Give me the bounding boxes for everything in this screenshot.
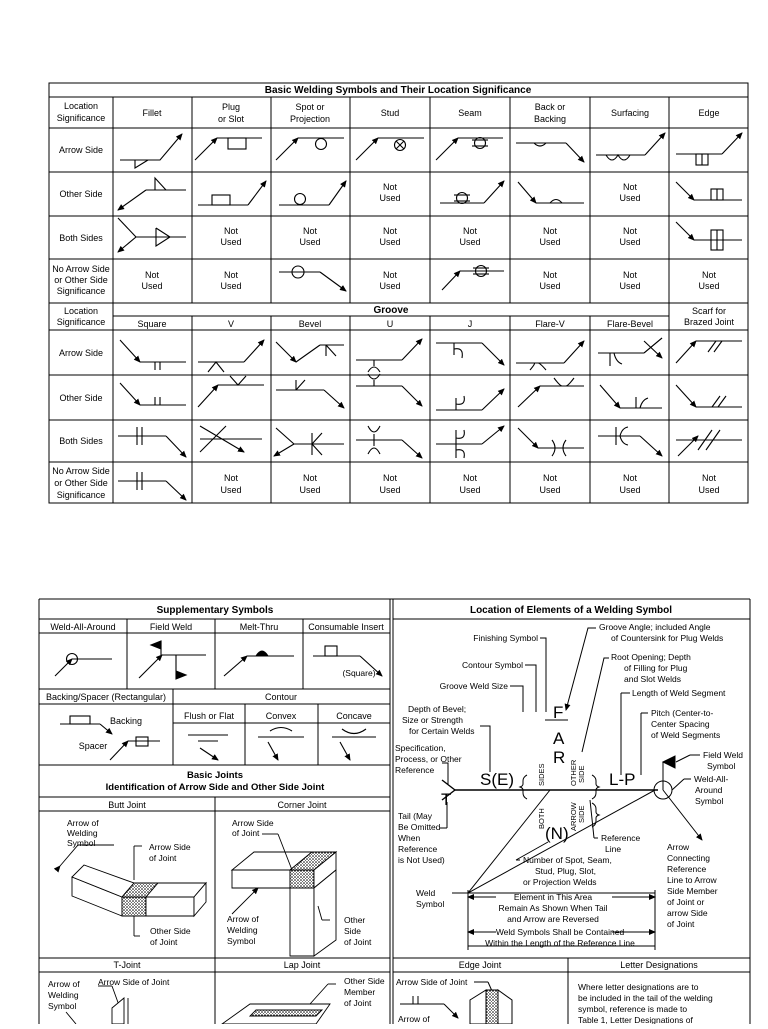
- row-label-both-sides: Both Sides: [59, 233, 103, 243]
- arrow-connecting-label: Arrow: [667, 842, 690, 852]
- side-vertical-labels: [537, 759, 586, 831]
- consumable-insert-header: Consumable Insert: [308, 622, 384, 632]
- row-label-other-side: Other Side: [59, 189, 103, 199]
- corner-other-side-label: Other: [344, 915, 366, 925]
- butt-joint-sketch: [60, 845, 206, 936]
- groove-angle-label: Groove Angle; included Angle: [599, 622, 711, 632]
- flare-v-arrow-side-symbol: [516, 341, 584, 370]
- letter-a: A: [553, 729, 565, 748]
- letter-designations-text: Where letter designations are to: [578, 982, 699, 992]
- corner-arrow-side-label: Arrow Side: [232, 818, 274, 828]
- lap-joint-sketch: [222, 984, 336, 1024]
- u-other-side-symbol: [356, 374, 422, 406]
- not-used: Not: [382, 226, 398, 236]
- side-vertical: SIDE: [577, 805, 586, 823]
- corner-other-side-label: of Joint: [344, 937, 372, 947]
- not-used: Not: [701, 473, 717, 483]
- specification-label: Process, or Other: [395, 754, 462, 764]
- contained-label: Within the Length of the Reference Line: [485, 938, 635, 948]
- reference-line-label: Reference: [601, 833, 641, 843]
- not-used: Used: [379, 485, 401, 495]
- square-no-arrow-side-symbol: [118, 472, 186, 500]
- scarf-both-sides-symbol: [676, 430, 742, 456]
- column-header-spot: Spot or: [295, 102, 325, 112]
- letter-designations-text: be included in the tail of the welding: [578, 993, 713, 1003]
- contour-symbol-label: Contour Symbol: [462, 660, 523, 670]
- tjoint-arrow-of-welding-label: Symbol: [48, 1001, 77, 1011]
- column-header-back: Back or: [534, 102, 566, 112]
- tjoint-arrow-of-welding-label: Welding: [48, 990, 79, 1000]
- row-label-no-arrow-side: No Arrow Side: [52, 466, 110, 476]
- reference-line-label: Line: [605, 844, 622, 854]
- u-arrow-side-symbol: [356, 339, 422, 372]
- column-header-stud: Stud: [380, 108, 400, 118]
- butt-arrow-of-welding-label: Symbol: [67, 838, 96, 848]
- not-used: Used: [379, 193, 401, 203]
- finishing-symbol-label: Finishing Symbol: [473, 633, 538, 643]
- flush-symbol: [188, 735, 228, 760]
- number-of-welds-label: Stud, Plug, Slot,: [535, 866, 596, 876]
- column-header-seam: Seam: [458, 108, 482, 118]
- letter-designations-text: Table 1, Letter Designations of: [578, 1015, 693, 1024]
- root-opening-label: of Filling for Plug: [624, 663, 688, 673]
- spacer-rect-symbol: [110, 737, 160, 760]
- location-header: Significance: [56, 113, 106, 123]
- pitch-label: Pitch (Center-to-: [651, 708, 714, 718]
- all-around-label: Symbol: [695, 796, 724, 806]
- weld-symbol-label: Weld: [416, 888, 436, 898]
- groove-weld-size-label: Groove Weld Size: [439, 681, 508, 691]
- not-used: Used: [220, 237, 242, 247]
- row-label-no-arrow-side: or Other Side: [54, 478, 108, 488]
- not-used: Not: [462, 226, 478, 236]
- backing-spacer-header: Backing/Spacer (Rectangular): [45, 692, 167, 702]
- row-label-arrow-side: Arrow Side: [58, 348, 104, 358]
- groove-col-square: Square: [137, 319, 167, 329]
- not-used: Not: [382, 270, 398, 280]
- corner-joint-header: Corner Joint: [277, 800, 327, 810]
- row-label-no-arrow-side: No Arrow Side: [52, 264, 110, 274]
- tjoint-arrow-side-label: Arrow Side of Joint: [98, 977, 170, 987]
- groove-col-j: J: [467, 319, 473, 329]
- depth-label: Depth of Bevel;: [408, 704, 467, 714]
- not-used: Not: [542, 473, 558, 483]
- not-used: Used: [459, 485, 481, 495]
- letter-l-p: L-P: [609, 770, 636, 789]
- letter-designations-header: Letter Designations: [620, 960, 698, 970]
- butt-other-side-label: Other Side: [150, 926, 191, 936]
- not-used: Not: [542, 226, 558, 236]
- butt-arrow-side-label: of Joint: [149, 853, 177, 863]
- not-used: Used: [619, 485, 641, 495]
- field-weld-header: Field Weld: [149, 622, 193, 632]
- depth-label: for Certain Welds: [409, 726, 475, 736]
- row-label-arrow-side: Arrow Side: [58, 145, 104, 155]
- not-used: Used: [619, 193, 641, 203]
- not-used: Not: [382, 473, 398, 483]
- not-used: Not: [223, 270, 239, 280]
- weld-all-around-symbol: [55, 654, 112, 677]
- lap-other-side-label: of Joint: [344, 998, 372, 1008]
- butt-other-side-label: of Joint: [150, 937, 178, 947]
- both-vertical: BOTH: [537, 808, 546, 829]
- lap-joint-header: Lap Joint: [283, 960, 321, 970]
- j-other-side-symbol: [436, 389, 504, 410]
- edge-both-sides-symbol: [676, 222, 742, 250]
- corner-other-side-label: Side: [344, 926, 362, 936]
- lap-other-side-label: Other Side: [344, 976, 385, 986]
- seam-other-side-symbol: [440, 181, 504, 204]
- location-title: Location of Elements of a Welding Symbol: [469, 605, 673, 616]
- tjoint-arrow-of-welding-label: Arrow of: [48, 979, 80, 989]
- arrow-connecting-label: Side Member: [667, 886, 718, 896]
- corner-arrow-of-welding-label: Arrow of: [227, 914, 259, 924]
- tail-label: Be Omitted: [398, 822, 441, 832]
- u-both-sides-symbol: [356, 426, 422, 458]
- j-both-sides-symbol: [436, 426, 504, 458]
- spacer-label: Spacer: [78, 741, 108, 751]
- v-both-sides-symbol: [200, 426, 262, 452]
- edge-arrow-side-symbol: [676, 133, 742, 165]
- bevel-arrow-side-symbol: [276, 342, 344, 362]
- joint-sketches: [60, 834, 336, 1024]
- edge-arrow-side-label: Arrow Side of Joint: [396, 977, 468, 987]
- element-area-label: and Arrow are Reversed: [507, 914, 599, 924]
- corner-arrow-side-label: of Joint: [232, 828, 260, 838]
- butt-arrow-side-label: Arrow Side: [149, 842, 191, 852]
- location-header: Location: [63, 101, 99, 111]
- scarf-header: Brazed Joint: [683, 317, 735, 327]
- groove-col-flare-v: Flare-V: [535, 319, 565, 329]
- backing-rect-symbol: [60, 716, 112, 734]
- element-area-label: Remain As Shown When Tail: [498, 903, 608, 913]
- all-around-label: Weld-All-: [694, 774, 729, 784]
- letter-r: R: [553, 748, 566, 767]
- not-used: Not: [223, 473, 239, 483]
- depth-label: Size or Strength: [402, 715, 463, 725]
- flush-header: Flush or Flat: [183, 711, 235, 721]
- convex-symbol: [258, 728, 304, 761]
- not-used: Not: [302, 473, 318, 483]
- seam-arrow-side-symbol: [436, 138, 503, 161]
- basic-joints-title: Basic Joints: [187, 770, 243, 781]
- not-used: Used: [539, 237, 561, 247]
- flare-v-other-side-symbol: [518, 378, 584, 407]
- edge-arrow-of-label: Arrow of: [398, 1014, 430, 1024]
- not-used: Used: [539, 485, 561, 495]
- sides-vertical: SIDES: [537, 763, 546, 786]
- fillet-arrow-side-symbol: [120, 134, 182, 168]
- bevel-other-side-symbol: [276, 380, 344, 408]
- spot-arrow-side-symbol: [276, 138, 344, 160]
- not-used: Not: [223, 226, 239, 236]
- arrow-connecting-label: of Joint: [667, 919, 695, 929]
- arrow-connecting-label: arrow Side: [667, 908, 708, 918]
- not-used: Used: [459, 237, 481, 247]
- not-used: Used: [299, 485, 321, 495]
- arrow-connecting-label: Connecting: [667, 853, 711, 863]
- weld-symbol-label: Symbol: [416, 899, 445, 909]
- flare-bevel-other-side-symbol: [600, 385, 662, 408]
- corner-arrow-of-welding-label: Welding: [227, 925, 258, 935]
- tail-label: Tail (May: [398, 811, 433, 821]
- number-of-welds-label: Number of Spot, Seam,: [523, 855, 612, 865]
- t-joint-header: T-Joint: [113, 960, 141, 970]
- pitch-label: of Weld Segments: [651, 730, 721, 740]
- bevel-both-sides-symbol: [274, 428, 344, 456]
- j-arrow-side-symbol: [436, 343, 504, 365]
- row-label-no-arrow-side: or Other Side: [54, 275, 108, 285]
- arrow-vertical: ARROW: [569, 802, 578, 831]
- pitch-label: Center Spacing: [651, 719, 710, 729]
- basic-joints-subtitle: Identification of Arrow Side and Other Side Joint: [105, 782, 325, 793]
- column-header-edge: Edge: [698, 108, 720, 118]
- not-used: Used: [220, 281, 242, 291]
- letter-n: (N): [545, 824, 569, 843]
- square-label: (Square): [342, 668, 376, 678]
- not-used: Not: [462, 473, 478, 483]
- square-both-sides-symbol: [118, 427, 186, 457]
- location-header: Location: [63, 306, 99, 316]
- specification-label: Reference: [395, 765, 435, 775]
- not-used: Not: [701, 270, 717, 280]
- butt-arrow-of-welding-label: Arrow of: [67, 818, 99, 828]
- row-label-other-side: Other Side: [59, 393, 103, 403]
- not-used: Not: [302, 226, 318, 236]
- arrow-connecting-label: Line to Arrow: [667, 875, 717, 885]
- not-used: Not: [144, 270, 160, 280]
- supplementary-title: Supplementary Symbols: [156, 605, 274, 616]
- flare-bevel-both-sides-symbol: [598, 427, 662, 456]
- surfacing-arrow-side-symbol: [596, 133, 665, 160]
- fillet-both-sides-symbol: [118, 218, 186, 252]
- edge-other-side-symbol: [676, 182, 742, 200]
- column-header-fillet: Fillet: [142, 108, 162, 118]
- corner-arrow-of-welding-label: Symbol: [227, 936, 256, 946]
- letter-s-e: S(E): [480, 770, 514, 789]
- groove-col-flare-bevel: Flare-Bevel: [606, 319, 654, 329]
- groove-header: Groove: [373, 305, 409, 316]
- field-weld-symbol: [139, 641, 206, 679]
- tail-label: Reference: [398, 844, 438, 854]
- column-header-back: Backing: [533, 114, 567, 124]
- element-area-label: Element in This Area: [513, 892, 593, 902]
- square-arrow-side-symbol: [120, 340, 186, 370]
- not-used: Used: [379, 281, 401, 291]
- convex-header: Convex: [265, 711, 297, 721]
- row-label-both-sides: Both Sides: [59, 436, 103, 446]
- butt-joint-header: Butt Joint: [108, 800, 146, 810]
- not-used: Used: [220, 485, 242, 495]
- other-vertical: OTHER: [569, 759, 578, 786]
- not-used: Used: [619, 237, 641, 247]
- not-used: Not: [382, 182, 398, 192]
- not-used: Used: [299, 237, 321, 247]
- table1-text: [52, 85, 734, 500]
- backing-other-side-symbol: [518, 182, 584, 203]
- location-header: Significance: [56, 317, 106, 327]
- column-header-surfacing: Surfacing: [610, 108, 650, 118]
- seam-no-arrow-side-symbol: [442, 266, 504, 291]
- not-used: Not: [622, 270, 638, 280]
- edge-joint-header: Edge Joint: [458, 960, 502, 970]
- letter-t: T: [441, 790, 452, 809]
- melt-thru-header: Melt-Thru: [239, 622, 279, 632]
- root-opening-label: and Slot Welds: [624, 674, 682, 684]
- letter-designations-text: symbol, reference is made to: [578, 1004, 688, 1014]
- flare-bevel-arrow-side-symbol: [598, 338, 662, 366]
- concave-symbol: [332, 729, 376, 760]
- tail-label: is Not Used): [398, 855, 445, 865]
- scarf-header: Scarf for: [691, 306, 727, 316]
- plug-other-side-symbol: [198, 181, 266, 205]
- square-other-side-symbol: [120, 383, 186, 405]
- spot-no-arrow-side-symbol: [279, 266, 346, 291]
- arrow-connecting-label: Reference: [667, 864, 707, 874]
- spot-other-side-symbol: [279, 181, 346, 205]
- not-used: Used: [619, 281, 641, 291]
- not-used: Used: [698, 281, 720, 291]
- contained-label: Weld Symbols Shall be Contained: [495, 927, 625, 937]
- row-label-no-arrow-side: Significance: [56, 286, 106, 296]
- not-used: Used: [379, 237, 401, 247]
- groove-col-bevel: Bevel: [298, 319, 322, 329]
- not-used: Not: [542, 270, 558, 280]
- backing-label: Backing: [109, 716, 143, 726]
- contour-header: Contour: [264, 692, 298, 702]
- groove-col-u: U: [386, 319, 394, 329]
- not-used: Used: [141, 281, 163, 291]
- number-of-welds-label: or Projection Welds: [523, 877, 597, 887]
- scarf-other-side-symbol: [676, 385, 742, 407]
- brackets: [520, 775, 599, 827]
- plug-arrow-side-symbol: [195, 138, 262, 160]
- not-used: Not: [622, 182, 638, 192]
- butt-arrow-of-welding-label: Welding: [67, 828, 98, 838]
- column-header-spot: Projection: [289, 114, 331, 124]
- scarf-arrow-side-symbol: [676, 341, 742, 363]
- all-around-label: Around: [695, 785, 723, 795]
- column-header-plug: Plug: [221, 102, 241, 112]
- groove-angle-label: of Countersink for Plug Welds: [611, 633, 724, 643]
- specification-label: Specification,: [395, 743, 446, 753]
- backing-arrow-side-symbol: [516, 143, 584, 162]
- concave-header: Concave: [336, 711, 372, 721]
- field-weld-flag-icon: [663, 756, 675, 790]
- column-header-plug: or Slot: [217, 114, 245, 124]
- not-used: Used: [539, 281, 561, 291]
- row-label-no-arrow-side: Significance: [56, 490, 106, 500]
- length-label: Length of Weld Segment: [632, 688, 726, 698]
- v-other-side-symbol: [198, 376, 264, 407]
- side-vertical: SIDE: [577, 765, 586, 783]
- field-weld-label: Symbol: [707, 761, 736, 771]
- flare-v-both-sides-symbol: [518, 428, 584, 456]
- table1-title: Basic Welding Symbols and Their Location Significance: [264, 85, 532, 96]
- field-weld-label: Field Weld: [703, 750, 743, 760]
- groove-col-v: V: [227, 319, 235, 329]
- stud-arrow-side-symbol: [356, 138, 424, 160]
- letter-f: F: [553, 703, 564, 722]
- fillet-other-side-symbol: [118, 178, 186, 210]
- tail-label: When: [398, 833, 421, 843]
- arrow-connecting-label: of Joint or: [667, 897, 705, 907]
- not-used: Not: [622, 226, 638, 236]
- not-used: Used: [698, 485, 720, 495]
- v-arrow-side-symbol: [198, 340, 264, 372]
- weld-all-around-header: Weld-All-Around: [50, 622, 116, 632]
- root-opening-label: Root Opening; Depth: [611, 652, 691, 662]
- not-used: Not: [622, 473, 638, 483]
- melt-thru-symbol: [224, 651, 294, 676]
- lap-other-side-label: Member: [344, 987, 376, 997]
